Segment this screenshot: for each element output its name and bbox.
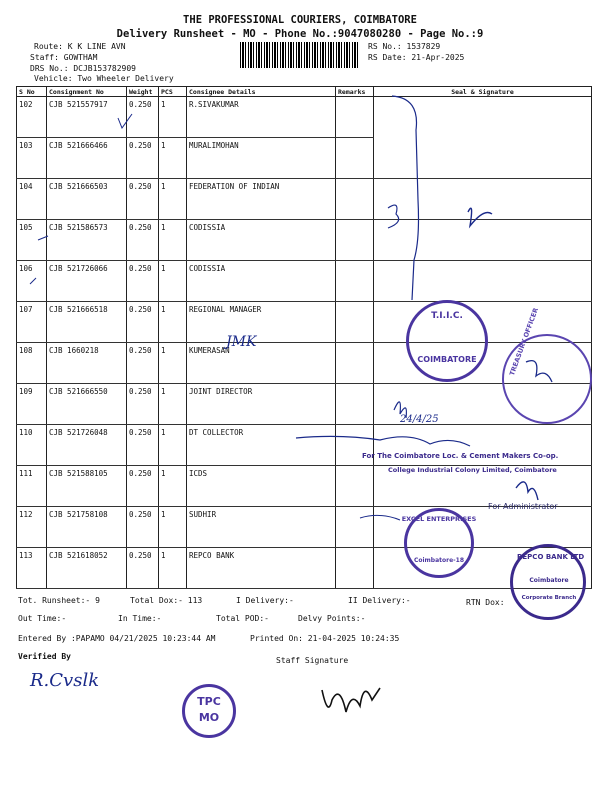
col-consignee: Consignee Details	[187, 87, 336, 97]
cell-consignment: CJB 1660218	[47, 343, 127, 384]
excel-stamp-bottom: Coimbatore-18	[413, 557, 465, 564]
signature-mark	[360, 515, 400, 520]
signature-mark	[468, 208, 492, 226]
tick-mark	[38, 236, 48, 240]
cell-pcs: 1	[159, 179, 187, 220]
cell-consignee: FEDERATION OF INDIAN	[187, 179, 336, 220]
col-pcs: PCS	[159, 87, 187, 97]
treasury-stamp	[502, 306, 592, 424]
cell-consignee: CODISSIA	[187, 261, 336, 302]
signature-stroke	[392, 96, 419, 300]
drs-number: DRS No.: DCJB153782909	[30, 64, 136, 73]
cell-consignee: SUDHIR	[187, 507, 336, 548]
cell-sno: 109	[17, 384, 47, 425]
collector-stamp-line2: College Industrial Colony Limited, Coimbatore	[388, 466, 557, 474]
excel-stamp	[401, 508, 477, 578]
cell-pcs: 1	[159, 384, 187, 425]
cell-consignment: CJB 521758108	[47, 507, 127, 548]
col-sno: S No	[17, 87, 47, 97]
cell-consignment: CJB 521588105	[47, 466, 127, 507]
cell-pcs: 1	[159, 466, 187, 507]
cell-consignment: CJB 521666550	[47, 384, 127, 425]
cell-sno: 112	[17, 507, 47, 548]
cell-consignment: CJB 521726048	[47, 425, 127, 466]
cell-weight: 0.250	[127, 384, 159, 425]
verified-signature: R.Cvslk	[30, 670, 100, 691]
tot-runsheet: Tot. Runsheet:- 9	[18, 596, 100, 605]
col-consignment: Consignment No	[47, 87, 127, 97]
cell-consignment: CJB 521586573	[47, 220, 127, 261]
cell-consignee: REGIONAL MANAGER	[187, 302, 336, 343]
cell-consignment: CJB 521557917	[47, 97, 127, 138]
excel-stamp-top: EXCEL ENTERPRISES	[401, 515, 477, 523]
collector-stamp-line1: For The Coimbatore Loc. & Cement Makers Co-op.	[362, 452, 559, 460]
cell-weight: 0.250	[127, 507, 159, 548]
col-remarks: Remarks	[336, 87, 374, 97]
cell-pcs: 1	[159, 97, 187, 138]
handwritten-date: 24/4/25	[400, 414, 439, 425]
cell-sno: 105	[17, 220, 47, 261]
cell-sno: 104	[17, 179, 47, 220]
cell-consignee: JOINT DIRECTOR	[187, 384, 336, 425]
handwritten-initials: JMK	[226, 334, 257, 350]
total-pod: Total POD:-	[216, 614, 269, 623]
cell-weight: 0.250	[127, 220, 159, 261]
tpc-stamp	[182, 684, 236, 738]
runsheet-subtitle: Delivery Runsheet - MO - Phone No.:9047080280 - Page No.:9	[116, 28, 484, 40]
cell-sno: 110	[17, 425, 47, 466]
out-time: Out Time:-	[18, 614, 67, 623]
repco-stamp-bottom: Corporate Branch	[521, 595, 577, 601]
staff-signature-label: Staff Signature	[276, 656, 349, 665]
cell-consignee: MURALIMOHAN	[187, 138, 336, 179]
verified-by-label: Verified By	[18, 652, 71, 661]
entered-by: Entered By :PAPAMO 04/21/2025 10:23:44 AM	[18, 634, 216, 643]
tiic-stamp-top: T.I.I.C.	[431, 311, 463, 321]
cell-sno: 111	[17, 466, 47, 507]
tpc-stamp-bottom: MO	[198, 711, 220, 724]
cell-weight: 0.250	[127, 466, 159, 507]
delvy-points: Delvy Points:-	[298, 614, 366, 623]
signature-mark	[516, 482, 538, 500]
treasury-stamp-text: TREASURY OFFICER	[508, 306, 540, 377]
cell-pcs: 1	[159, 343, 187, 384]
staff-label: Staff: GOWTHAM	[30, 53, 98, 62]
cell-sno: 106	[17, 261, 47, 302]
printed-on: Printed On: 21-04-2025 10:24:35	[250, 634, 400, 643]
rs-date: RS Date: 21-Apr-2025	[368, 53, 465, 62]
tick-mark	[30, 278, 36, 284]
company-title: THE PROFESSIONAL COURIERS, COIMBATORE	[183, 14, 417, 26]
cell-pcs: 1	[159, 425, 187, 466]
cell-pcs: 1	[159, 302, 187, 343]
cell-consignee: DT COLLECTOR	[187, 425, 336, 466]
tpc-stamp-top: TPC	[197, 695, 221, 708]
i-delivery: I Delivery:-	[236, 596, 294, 605]
staff-signature-scribble	[322, 688, 380, 712]
repco-stamp-mid: Coimbatore	[529, 577, 569, 584]
administrator-stamp: For Administrator	[488, 502, 558, 511]
ii-delivery: II Delivery:-	[348, 596, 411, 605]
cell-weight: 0.250	[127, 97, 159, 138]
cell-consignment: CJB 521666466	[47, 138, 127, 179]
cell-sno: 113	[17, 548, 47, 589]
cell-weight: 0.250	[127, 302, 159, 343]
cell-consignee: CODISSIA	[187, 220, 336, 261]
total-dox: Total Dox:- 113	[130, 596, 203, 605]
route-label: Route: K K LINE AVN	[34, 42, 126, 51]
cell-consignee: ICDS	[187, 466, 336, 507]
cell-pcs: 1	[159, 138, 187, 179]
cell-consignee: KUMERASAN	[187, 343, 336, 384]
cell-consignment: CJB 521666503	[47, 179, 127, 220]
cell-consignment: CJB 521726066	[47, 261, 127, 302]
in-time: In Time:-	[118, 614, 162, 623]
cell-weight: 0.250	[127, 138, 159, 179]
cell-sno: 102	[17, 97, 47, 138]
cell-weight: 0.250	[127, 343, 159, 384]
vehicle-label: Vehicle: Two Wheeler Delivery	[34, 74, 174, 83]
cell-consignment: CJB 521618052	[47, 548, 127, 589]
cell-pcs: 1	[159, 220, 187, 261]
signature-mark	[388, 205, 399, 228]
col-weight: Weight	[127, 87, 159, 97]
cell-pcs: 1	[159, 507, 187, 548]
cell-consignment: CJB 521666518	[47, 302, 127, 343]
repco-stamp-top: REPCO BANK LTD	[517, 553, 585, 561]
tick-mark	[118, 114, 132, 128]
cell-weight: 0.250	[127, 425, 159, 466]
signature-mark	[296, 436, 470, 446]
repco-stamp	[510, 544, 586, 620]
cell-weight: 0.250	[127, 548, 159, 589]
col-seal: Seal & Signature	[374, 87, 592, 97]
tiic-stamp	[406, 300, 488, 382]
rs-number: RS No.: 1537829	[368, 42, 441, 51]
cell-sno: 107	[17, 302, 47, 343]
cell-weight: 0.250	[127, 179, 159, 220]
tiic-stamp-bottom: COIMBATORE	[417, 355, 477, 364]
cell-consignee: R.SIVAKUMAR	[187, 97, 336, 138]
rtn-dox: RTN Dox:	[466, 598, 505, 607]
cell-sno: 108	[17, 343, 47, 384]
cell-pcs: 1	[159, 548, 187, 589]
cell-sno: 103	[17, 138, 47, 179]
cell-consignee: REPCO BANK	[187, 548, 336, 589]
cell-weight: 0.250	[127, 261, 159, 302]
cell-pcs: 1	[159, 261, 187, 302]
